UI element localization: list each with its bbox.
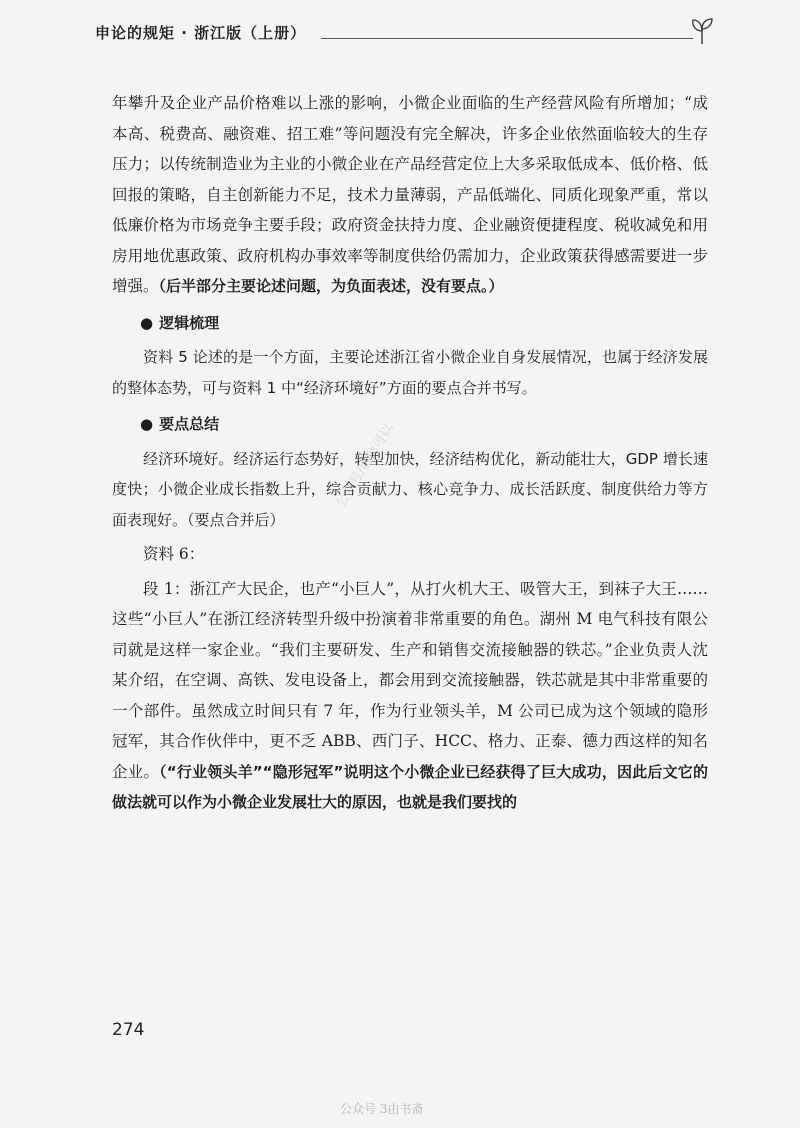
- paragraph-text: 年攀升及企业产品价格难以上涨的影响，小微企业面临的生产经营风险有所增加；“成本高、税费高、融资难、招工难”等问题没有完全解决，许多企业依然面临较大的生存压力；以传统制造业为主业的小微企业在产品经营定位上大多采取低成本、低价格、低回报的策略，自主创新能力不足，技术力量薄弱，产品低端化、同质化现象严重，常以低廉价格为市场竞争主要手段；政府资金扶持力度、企业融资便捷程度、税收减免和用房用地优惠政策、政府机构办事效率等制度供给仍需加力，企业政策获得感需要进一步增强。: [112, 94, 708, 295]
- segment-text: 段 1：浙江产大民企，也产“小巨人”，从打火机大王、吸管大王，到袜子大王……这些“小巨人”在浙江经济转型升级中扮演着非常重要的角色。湖州 M 电气科技有限公司就是这样一家企业。“我们主要研发、生产和销售交流接触器的铁芯。”企业负责人沈某介绍，在空调、高铁、发电设备上，都会用到交流接触器，铁芯就是其中非常重要的一个部件。虽然成立时间只有 7 年，作为行业领头羊，M 公司已成为这个领域的隐形冠军，其合作伙伴中，更不乏 ABB、西门子、HCC、格力、正泰、德力西这样的知名企业。: [112, 579, 708, 781]
- page-number: 274: [112, 1020, 145, 1040]
- book-title: 申论的规矩 · 浙江版（上册）: [95, 24, 307, 42]
- paragraph-continued: [112, 88, 708, 302]
- section-heading-logic: [112, 308, 708, 339]
- heading-text: 逻辑梳理: [159, 313, 220, 332]
- watermark: 公众号/协会可以: [333, 421, 397, 511]
- bullet-icon: ●: [140, 313, 154, 332]
- page-body: [112, 88, 708, 818]
- segment-paragraph: [112, 574, 708, 818]
- bullet-icon: ●: [140, 415, 154, 433]
- header-rule: [321, 38, 693, 39]
- footer-watermark: 公众号 3由书斋: [340, 1102, 424, 1116]
- heading-text: 要点总结: [159, 415, 220, 433]
- annotation-note: （“行业领头羊”“隐形冠军”说明这个小微企业已经获得了巨大成功，因此后文它的做法就可以作为小微企业发展壮大的原因，也就是我们要找的: [112, 762, 708, 811]
- section-heading-summary: [112, 409, 708, 440]
- sprout-icon: [689, 16, 715, 46]
- material-title: 资料 6：: [143, 545, 205, 563]
- logic-paragraph: 资料 5 论述的是一个方面，主要论述浙江省小微企业自身发展情况，也属于经济发展的整体态势，可与资料 1 中“经济环境好”方面的要点合并书写。: [112, 348, 708, 397]
- annotation-note: （后半部分主要论述问题，为负面表述，没有要点。）: [158, 277, 504, 295]
- summary-paragraph: 经济环境好。经济运行态势好，转型加快，经济结构优化，新动能壮大，GDP 增长速度快；小微企业成长指数上升，综合贡献力、核心竞争力、成长活跃度、制度供给力等方面表现好。（要点合并后）: [112, 449, 708, 529]
- running-header: [95, 22, 715, 46]
